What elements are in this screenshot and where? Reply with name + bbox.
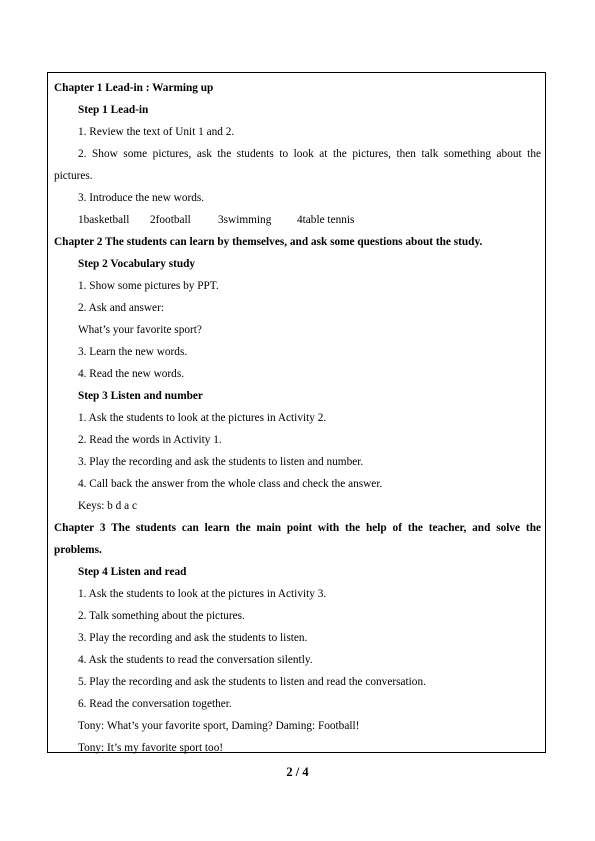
step-3-line-1: 1. Ask the students to look at the pictures in Activity 2. bbox=[78, 412, 327, 424]
new-word-1: 1basketball bbox=[78, 214, 130, 226]
dialogue-line-2: Tony: It’s my favorite sport too! bbox=[78, 742, 224, 754]
new-word-4: 4table tennis bbox=[297, 214, 355, 226]
chapter-3-heading: Chapter 3 The students can learn the main point with the help of the teacher, and solve the bbox=[54, 522, 541, 534]
step-1-line-2-cont: pictures. bbox=[54, 170, 93, 182]
step-4-line-3: 3. Play the recording and ask the students to listen. bbox=[78, 632, 308, 644]
step-4-line-6: 6. Read the conversation together. bbox=[78, 698, 232, 710]
step-2-line-5: 4. Read the new words. bbox=[78, 368, 185, 380]
step-2-line-3: What’s your favorite sport? bbox=[78, 324, 202, 336]
new-word-2: 2football bbox=[150, 214, 191, 226]
step-3-line-4: 4. Call back the answer from the whole class and check the answer. bbox=[78, 478, 383, 490]
chapter-1-heading: Chapter 1 Lead-in : Warming up bbox=[54, 82, 214, 94]
chapter-3-heading-cont: problems. bbox=[54, 544, 102, 556]
dialogue-line-1: Tony: What’s your favorite sport, Daming? Daming: Football! bbox=[78, 720, 360, 732]
step-4-heading: Step 4 Listen and read bbox=[78, 566, 187, 578]
step-2-heading: Step 2 Vocabulary study bbox=[78, 258, 196, 270]
step-3-heading: Step 3 Listen and number bbox=[78, 390, 203, 402]
step-2-line-2: 2. Ask and answer: bbox=[78, 302, 164, 314]
step-1-heading: Step 1 Lead-in bbox=[78, 104, 149, 116]
step-2-line-4: 3. Learn the new words. bbox=[78, 346, 188, 358]
step-4-line-5: 5. Play the recording and ask the students to listen and read the conversation. bbox=[78, 676, 426, 688]
step-4-line-1: 1. Ask the students to look at the pictures in Activity 3. bbox=[78, 588, 327, 600]
step-1-line-2: 2. Show some pictures, ask the students to look at the pictures, then talk something about the bbox=[78, 148, 541, 160]
page-number: 2 / 4 bbox=[286, 765, 309, 779]
step-2-line-1: 1. Show some pictures by PPT. bbox=[78, 280, 219, 292]
new-word-3: 3swimming bbox=[218, 214, 272, 226]
step-3-line-3: 3. Play the recording and ask the students to listen and number. bbox=[78, 456, 364, 468]
step-3-line-2: 2. Read the words in Activity 1. bbox=[78, 434, 222, 446]
step-1-line-3: 3. Introduce the new words. bbox=[78, 192, 205, 204]
chapter-2-heading: Chapter 2 The students can learn by themselves, and ask some questions about the study. bbox=[54, 236, 483, 248]
step-4-line-2: 2. Talk something about the pictures. bbox=[78, 610, 245, 622]
step-3-keys: Keys: b d a c bbox=[78, 500, 137, 512]
step-4-line-4: 4. Ask the students to read the conversation silently. bbox=[78, 654, 313, 666]
step-1-line-1: 1. Review the text of Unit 1 and 2. bbox=[78, 126, 235, 138]
